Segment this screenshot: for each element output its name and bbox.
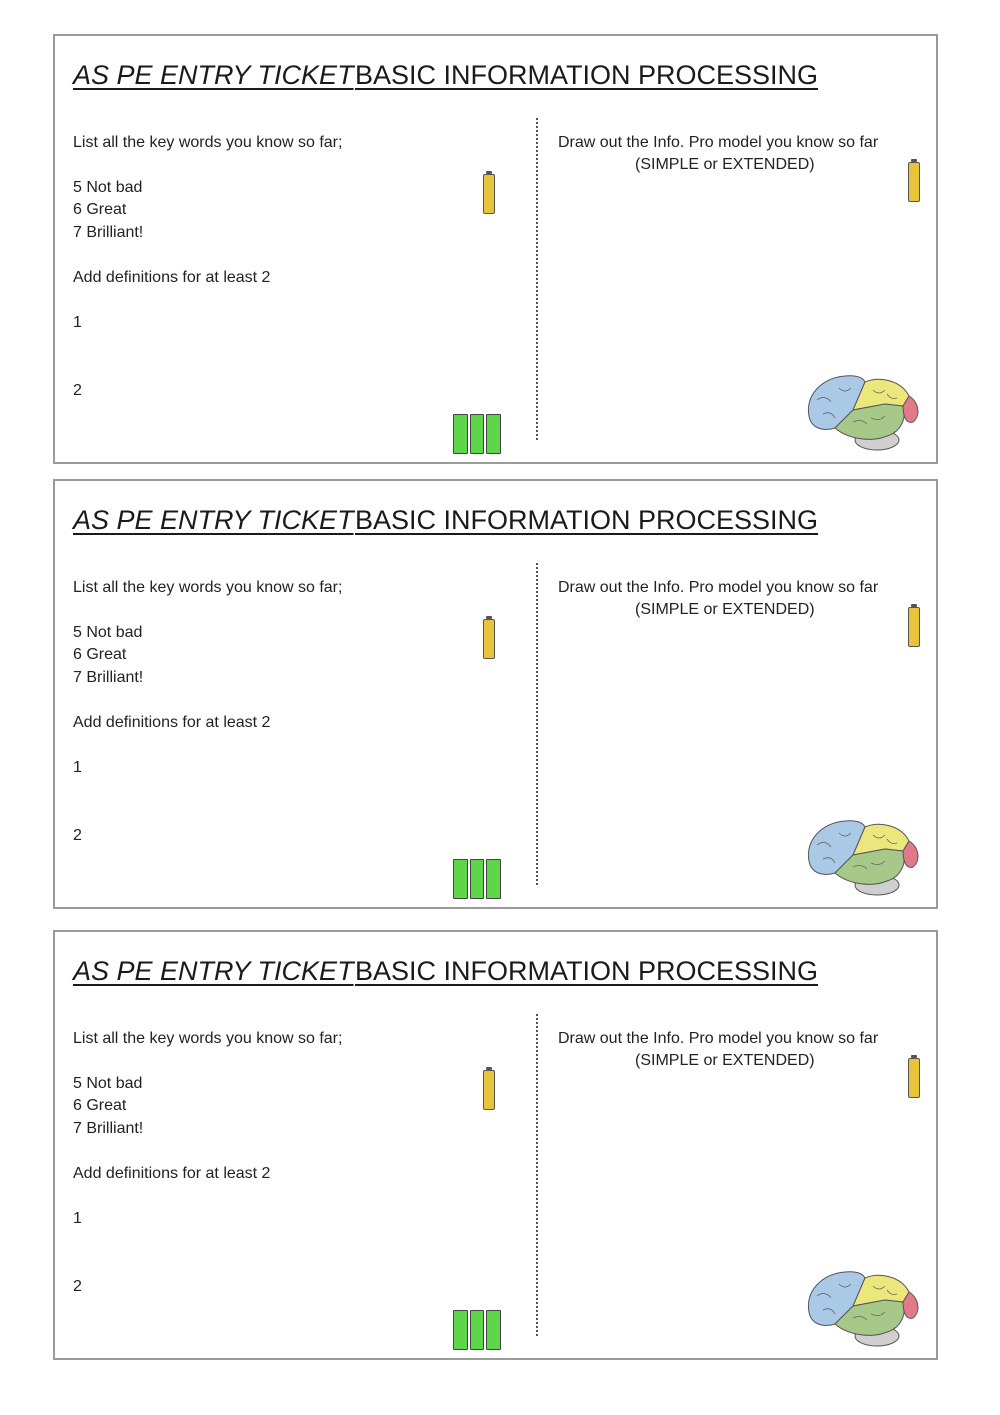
definition-number-2: 2 [73,827,82,844]
model-prompt-options: (SIMPLE or EXTENDED) [635,1052,815,1069]
ticket-label: AS PE ENTRY TICKET [73,956,354,986]
definitions-prompt: Add definitions for at least 2 [73,269,271,286]
dotted-divider [536,118,538,440]
battery-cell [453,414,468,454]
yellow-battery-icon [908,607,920,647]
model-prompt-options: (SIMPLE or EXTENDED) [635,601,815,618]
battery-cell [453,859,468,899]
ticket-title: BASIC INFORMATION PROCESSING [355,60,819,90]
level-7-text: 7 Brilliant! [73,224,144,241]
yellow-battery-icon [483,174,495,214]
definition-number-2: 2 [73,1278,82,1295]
level-7-text: 7 Brilliant! [73,1120,144,1137]
model-prompt: Draw out the Info. Pro model you know so far [558,579,879,596]
dotted-divider [536,1014,538,1336]
level-7-text: 7 Brilliant! [73,669,144,686]
yellow-battery-icon [483,619,495,659]
level-5-text: 5 Not bad [73,624,143,641]
battery-cell [470,1310,485,1350]
level-6-text: 6 Great [73,201,127,218]
level-6-text: 6 Great [73,1097,127,1114]
green-battery-icon [453,859,501,899]
entry-ticket [53,930,938,1360]
yellow-battery-icon [908,162,920,202]
key-words-prompt: List all the key words you know so far; [73,134,343,151]
model-prompt: Draw out the Info. Pro model you know so far [558,1030,879,1047]
definition-number-1: 1 [73,1210,82,1227]
battery-cell [470,414,485,454]
brain-icon [803,1266,923,1354]
brain-icon [803,815,923,903]
level-5-text: 5 Not bad [73,1075,143,1092]
definition-number-2: 2 [73,382,82,399]
battery-cell [470,859,485,899]
green-battery-icon [453,414,501,454]
level-5-text: 5 Not bad [73,179,143,196]
model-prompt: Draw out the Info. Pro model you know so far [558,134,879,151]
battery-cell [453,1310,468,1350]
definition-number-1: 1 [73,759,82,776]
ticket-label: AS PE ENTRY TICKET [73,505,354,535]
yellow-battery-icon [908,1058,920,1098]
level-6-text: 6 Great [73,646,127,663]
definitions-prompt: Add definitions for at least 2 [73,1165,271,1182]
entry-ticket [53,34,938,464]
key-words-prompt: List all the key words you know so far; [73,579,343,596]
key-words-prompt: List all the key words you know so far; [73,1030,343,1047]
ticket-label: AS PE ENTRY TICKET [73,60,354,90]
battery-cell [486,859,501,899]
ticket-title: BASIC INFORMATION PROCESSING [355,956,819,986]
green-battery-icon [453,1310,501,1350]
dotted-divider [536,563,538,885]
yellow-battery-icon [483,1070,495,1110]
brain-icon [803,370,923,458]
battery-cell [486,414,501,454]
model-prompt-options: (SIMPLE or EXTENDED) [635,156,815,173]
ticket-title: BASIC INFORMATION PROCESSING [355,505,819,535]
definitions-prompt: Add definitions for at least 2 [73,714,271,731]
definition-number-1: 1 [73,314,82,331]
entry-ticket [53,479,938,909]
battery-cell [486,1310,501,1350]
